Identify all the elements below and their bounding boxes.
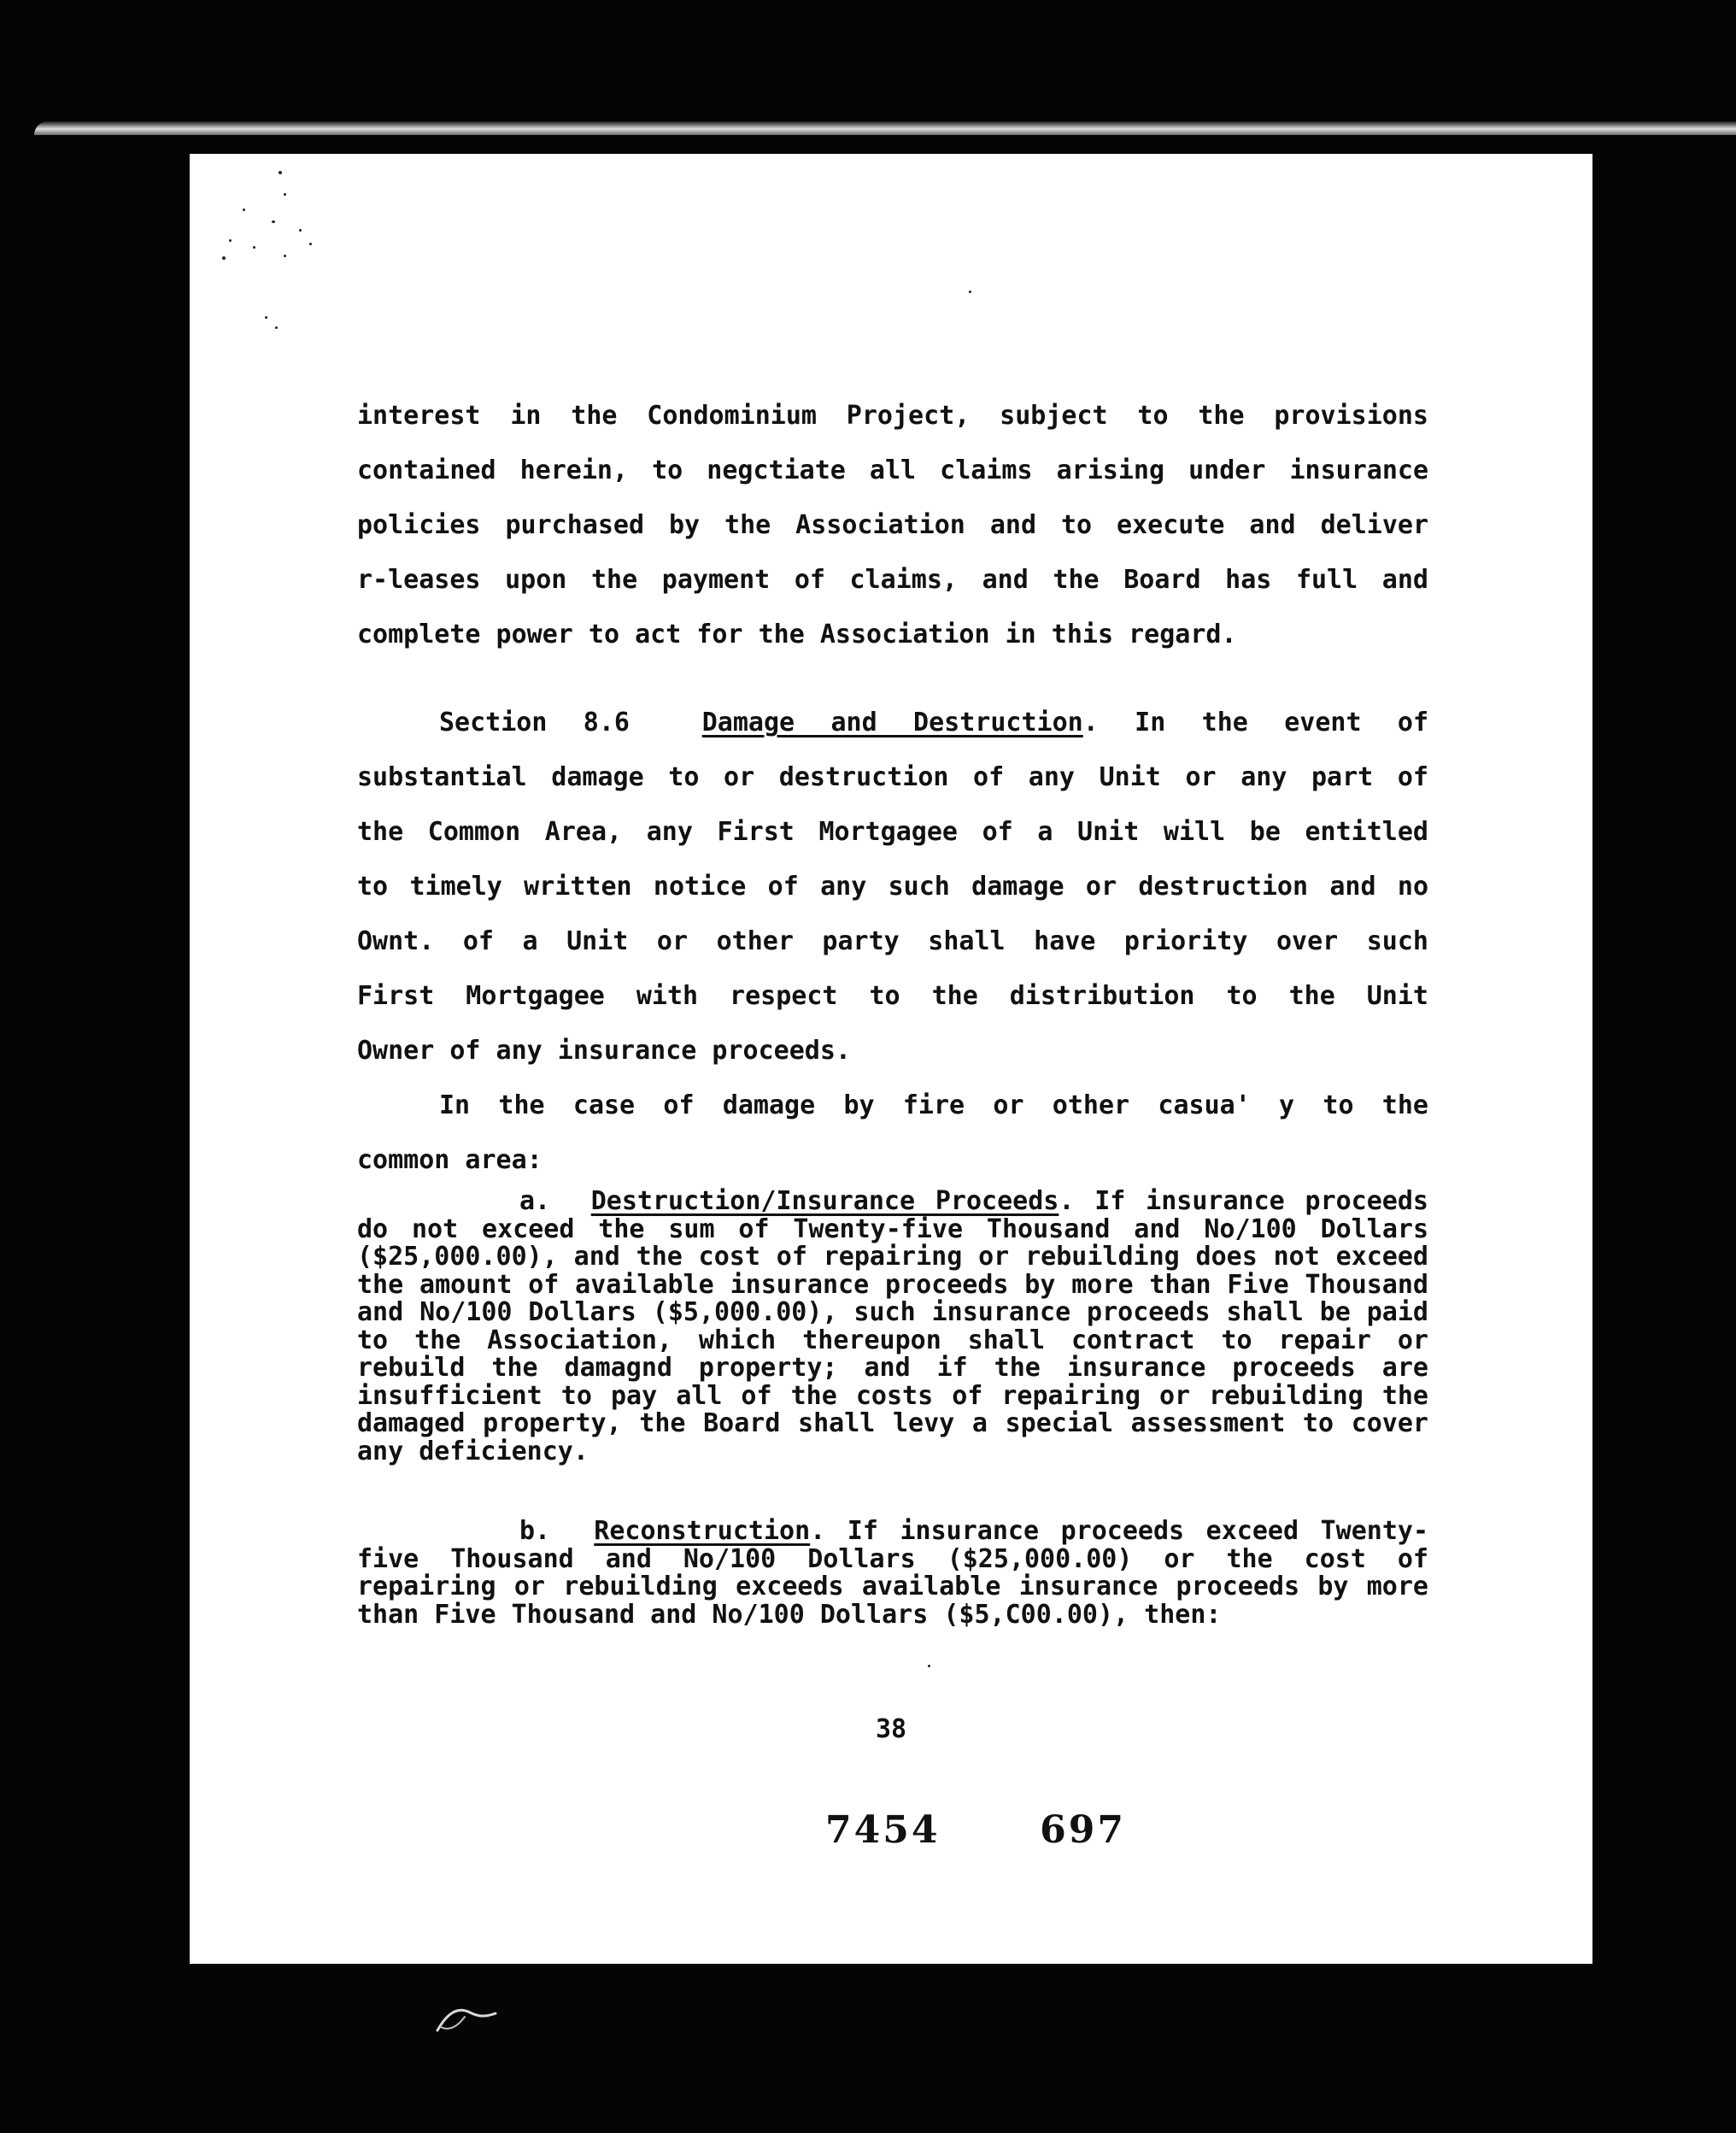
section-number: Section 8.6 [439, 708, 630, 737]
text-line: substantial damage to or destruction of any Unit or any part of [357, 762, 1428, 792]
page-number: 38 [875, 1714, 907, 1744]
text-line: In the case of damage by fire or other casua' y to the [439, 1090, 1428, 1120]
scan-edge-band [34, 121, 1736, 135]
text-line: Owner of any insurance proceeds. [357, 1036, 851, 1066]
text-line: to timely written notice of any such damage or destruction and no [357, 872, 1428, 902]
item-marker: a. [519, 1186, 551, 1216]
text-line: r-leases upon the payment of claims, and the Board has full and [357, 565, 1428, 595]
text-line: the Common Area, any First Mortgagee of a Unit will be entitled [357, 817, 1428, 847]
section-8-6-damage-and-destruction [357, 696, 1428, 1078]
text-line: . In the event of [1082, 708, 1429, 737]
paragraph-fire-casualty [357, 1078, 1428, 1188]
document-page [190, 154, 1592, 1964]
item-title: Destruction/Insurance Proceeds [590, 1186, 1059, 1216]
text-line: policies purchased by the Association and to execute and deliver [357, 510, 1428, 540]
stamp-book-number: 7454 [825, 1808, 941, 1852]
text-line: First Mortgagee with respect to the distribution to the Unit [357, 981, 1428, 1011]
item-a-destruction-insurance-proceeds [357, 1188, 1428, 1466]
text-line: complete power to act for the Association in this regard. [357, 620, 1237, 649]
item-body: . If insurance proceeds do not exceed the sum of Twenty-five Thousand and No/100 Dollars ($25,000.00), and the cost of repairing or rebuilding does not exceed the amount of available insurance proceeds by more than Five Thousand and No/100 Dollars ($5,000.00), such insurance proceeds shall be paid to the Association, which thereupon shall contract to repair or rebuild the damagnd property; and if the insurance proceeds are insufficient to pay all of the costs of repairing or rebuilding the damaged property, the Board shall levy a special assessment to cover any deficiency. [357, 1186, 1428, 1466]
text-line: common area: [357, 1145, 542, 1175]
section-heading-line [357, 696, 1428, 750]
item-title: Reconstruction [594, 1516, 811, 1546]
item-b-reconstruction [357, 1518, 1428, 1629]
item-body: . If insurance proceeds exceed Twenty-five Thousand and No/100 Dollars ($25,000.00) or the cost of repairing or rebuilding exceeds available insurance proceeds by more than Five Thousand and No/100 Dollars ($5,C00.00), then: [357, 1516, 1429, 1630]
handwritten-mark [434, 1998, 502, 2036]
item-marker: b. [519, 1516, 551, 1546]
text-line: interest in the Condominium Project, subject to the provisions [357, 401, 1428, 431]
recording-stamp [825, 1808, 1126, 1852]
text-line: contained herein, to negctiate all claims arising under insurance [357, 455, 1428, 485]
text-line: Ownt. of a Unit or other party shall have priority over such [357, 926, 1428, 956]
paragraph-insurance-claims [357, 389, 1428, 662]
stamp-page-number: 697 [1040, 1808, 1126, 1852]
section-title: Damage and Destruction [701, 708, 1083, 737]
